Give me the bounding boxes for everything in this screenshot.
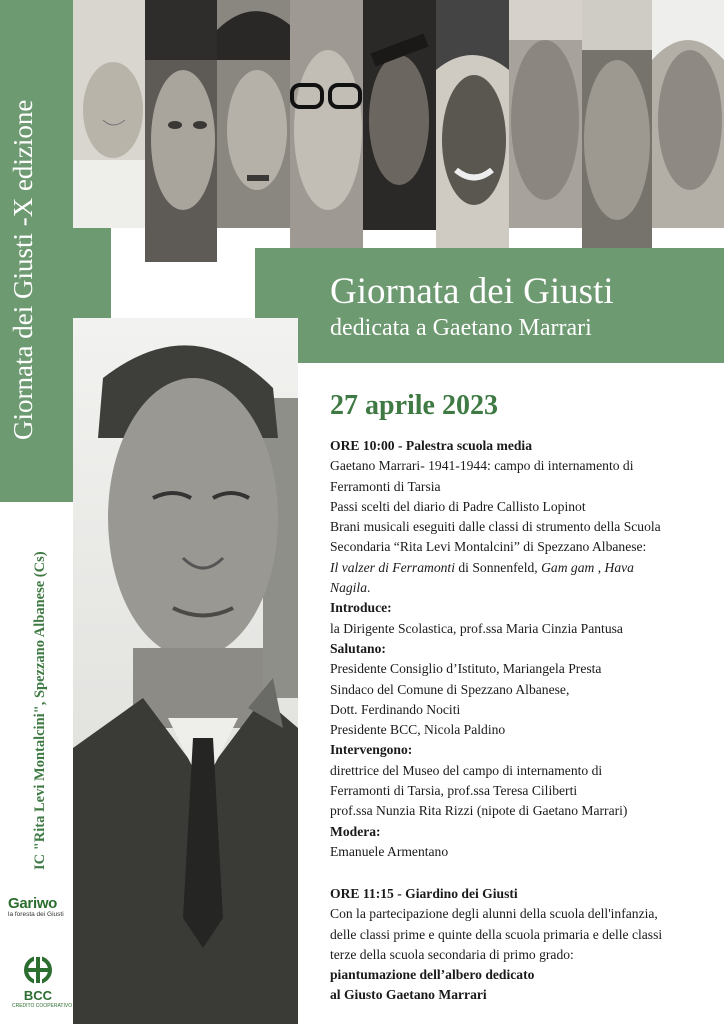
salutano-line: Presidente Consiglio d’Istituto, Mariangela Presta	[330, 661, 602, 677]
music-text-2: ,	[594, 559, 605, 575]
portrait-strip-1	[73, 0, 145, 228]
salutano-line: Dott. Ferdinando Nociti	[330, 701, 461, 717]
program-session-2	[330, 884, 722, 1006]
music-title-1: Il valzer di Ferramonti	[330, 559, 455, 575]
session-1-line: Passi scelti del diario di Padre Callisto Lopinot	[330, 498, 586, 514]
introduce-text: la Dirigente Scolastica, prof.ssa Maria Cinzia Pantusa	[330, 620, 623, 636]
modera-label: Modera:	[330, 823, 381, 839]
session-1-line: Brani musicali eseguiti dalle classi di strumento della Scuola	[330, 519, 661, 535]
session-1-heading: ORE 10:00 - Palestra scuola media	[330, 438, 532, 453]
session-2-line: delle classi prime e quinte della scuola primaria e delle classi	[330, 926, 663, 942]
intervengono-label: Intervengono:	[330, 742, 413, 758]
page-title: Giornata dei Giusti	[330, 271, 614, 312]
music-pieces-line	[330, 558, 722, 578]
gariwo-logo	[8, 895, 68, 918]
portrait-strip-9	[652, 0, 724, 228]
portrait-strip-6	[436, 0, 509, 262]
intervengono-line: prof.ssa Nunzia Rita Rizzi (nipote di Gaetano Marrari)	[330, 803, 628, 819]
session-2-highlight: al Giusto Gaetano Marrari	[330, 987, 487, 1003]
music-title-3b: Nagila	[330, 580, 368, 596]
session-1-line: Gaetano Marrari- 1941-1944: campo di internamento di	[330, 458, 634, 474]
vertical-edition-title: Giornata dei Giusti -X edizione	[8, 99, 38, 440]
intervengono-line: direttrice del Museo del campo di internamento di	[330, 762, 603, 778]
gariwo-name: Gariwo	[8, 895, 58, 912]
salutano-line: Presidente BCC, Nicola Paldino	[330, 722, 506, 738]
salutano-label: Salutano:	[330, 640, 386, 656]
event-date: 27 aprile 2023	[330, 390, 498, 421]
session-2-line: Con la partecipazione degli alunni della scuola dell'infanzia,	[330, 906, 658, 922]
music-pieces-line-2	[330, 578, 722, 598]
session-2-heading: ORE 11:15 - Giardino dei Giusti	[330, 886, 518, 901]
session-1-line: Ferramonti di Tarsia	[330, 478, 441, 494]
modera-text: Emanuele Armentano	[330, 843, 449, 859]
session-2-highlight: piantumazione dell’albero dedicato	[330, 967, 535, 983]
music-text-1: di Sonnenfeld,	[454, 559, 542, 575]
bcc-logo	[12, 955, 73, 1009]
program-session-1	[330, 436, 722, 862]
music-title-2: Gam gam	[541, 559, 595, 575]
intervengono-line: Ferramonti di Tarsia, prof.ssa Teresa Ciliberti	[330, 783, 578, 799]
portrait-strip-3	[217, 0, 290, 228]
bcc-name: BCC	[23, 988, 53, 1003]
gariwo-tagline: la foresta dei Giusti	[8, 911, 64, 918]
session-1-line: Secondaria “Rita Levi Montalcini” di Spezzano Albanese:	[330, 539, 647, 555]
portrait-strip-8	[582, 0, 652, 262]
page-subtitle: dedicata a Gaetano Marrari	[330, 315, 592, 341]
main-portrait	[73, 318, 298, 1024]
session-2-line: terze della scuola secondaria di primo grado:	[330, 946, 574, 962]
salutano-line: Sindaco del Comune di Spezzano Albanese,	[330, 681, 570, 697]
music-title-3a: Hava	[604, 559, 634, 575]
portrait-strip-4	[290, 0, 363, 262]
portrait-strip-7	[509, 0, 582, 228]
bcc-tagline: CREDITO COOPERATIVO	[12, 1003, 73, 1009]
music-text-4: .	[367, 580, 371, 596]
introduce-label: Introduce:	[330, 600, 392, 616]
bcc-emblem-icon	[21, 955, 55, 985]
portrait-strip-2	[145, 0, 217, 262]
portrait-strip-5	[363, 0, 436, 230]
school-name: IC "Rita Levi Montalcini", Spezzano Albanese (Cs)	[32, 551, 48, 870]
